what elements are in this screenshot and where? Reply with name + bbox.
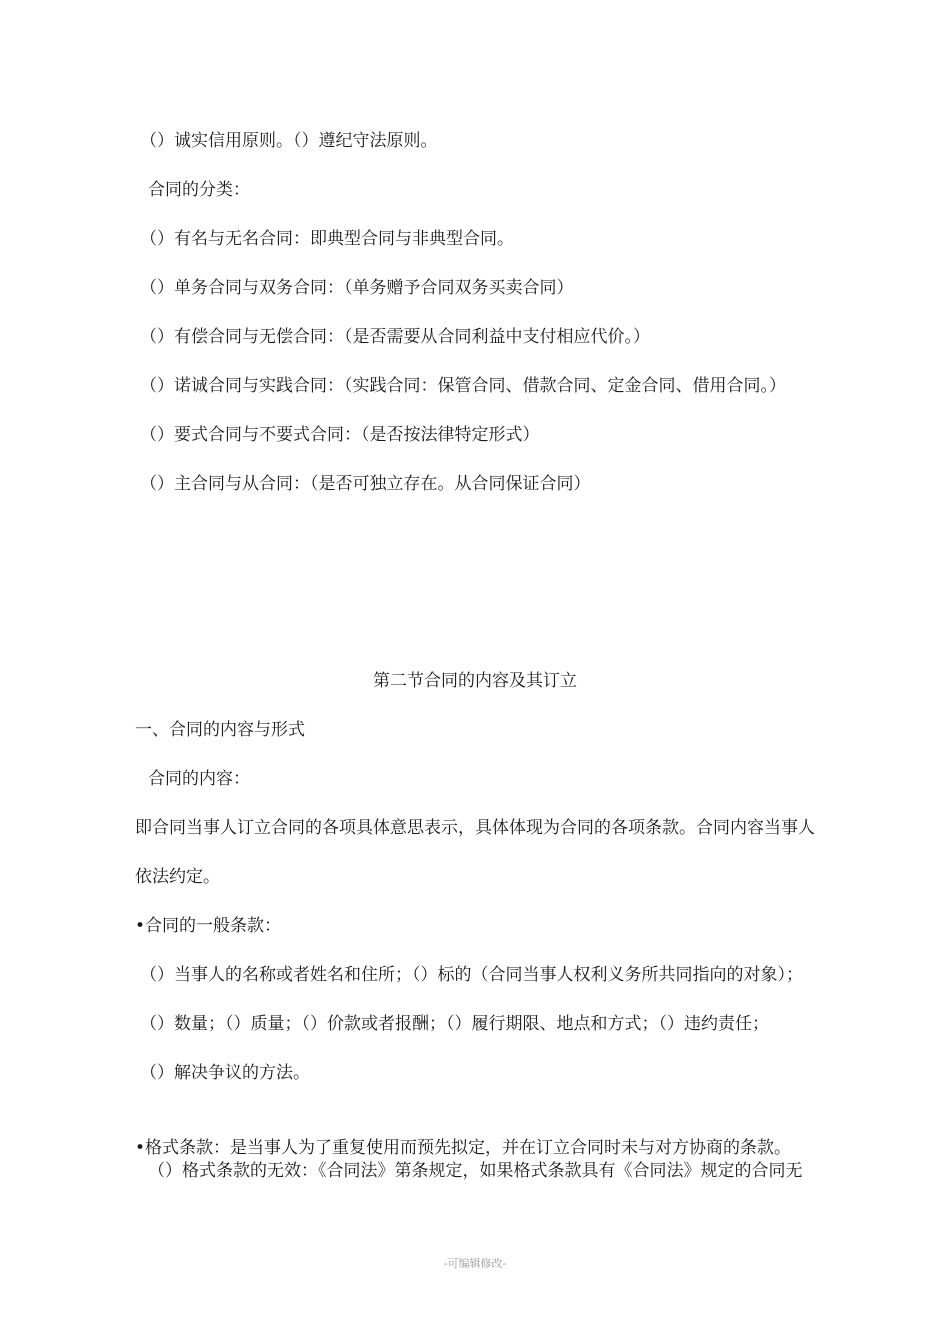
bullet-line: •合同的一般条款： <box>135 916 282 936</box>
subheading: 一、合同的内容与形式 <box>135 720 305 740</box>
text-line: （）诺诚合同与实践合同：（实践合同：保管合同、借款合同、定金合同、借用合同。） <box>140 376 786 396</box>
section-title: 第二节合同的内容及其订立 <box>373 671 577 691</box>
page-footer: -可编辑修改- <box>443 1257 507 1270</box>
text-line: （）数量；（）质量；（）价款或者报酬；（）履行期限、地点和方式；（）违约责任； <box>140 1014 769 1034</box>
text-line: （）诚实信用原则。（）遵纪守法原则。 <box>140 131 438 151</box>
text-line: （）主合同与从合同：（是否可独立存在。从合同保证合同） <box>140 474 591 494</box>
text-line: （）有偿合同与无偿合同：（是否需要从合同利益中支付相应代价。） <box>140 327 650 347</box>
text-line: 依法约定。 <box>135 867 220 887</box>
text-line: （）单务合同与双务合同：（单务赠予合同双务买卖合同） <box>140 278 574 298</box>
text-line: （）要式合同与不要式合同：（是否按法律特定形式） <box>140 425 540 445</box>
text-line: （）格式条款的无效：《合同法》第条规定，如果格式条款具有《合同法》规定的合同无 <box>148 1161 803 1181</box>
text-line: 合同的分类： <box>148 180 250 200</box>
text-line: 合同的内容： <box>148 769 250 789</box>
bullet-line: •格式条款：是当事人为了重复使用而预先拟定，并在订立合同时未与对方协商的条款。 <box>135 1138 792 1158</box>
text-line: （）当事人的名称或者姓名和住所；（）标的（合同当事人权利义务所共同指向的对象）； <box>140 965 803 985</box>
text-line: （）解决争议的方法。 <box>140 1063 310 1083</box>
text-line: （）有名与无名合同：即典型合同与非典型合同。 <box>140 229 514 249</box>
text-line: 即合同当事人订立合同的各项具体意思表示，具体体现为合同的各项条款。合同内容当事人 <box>135 818 815 838</box>
